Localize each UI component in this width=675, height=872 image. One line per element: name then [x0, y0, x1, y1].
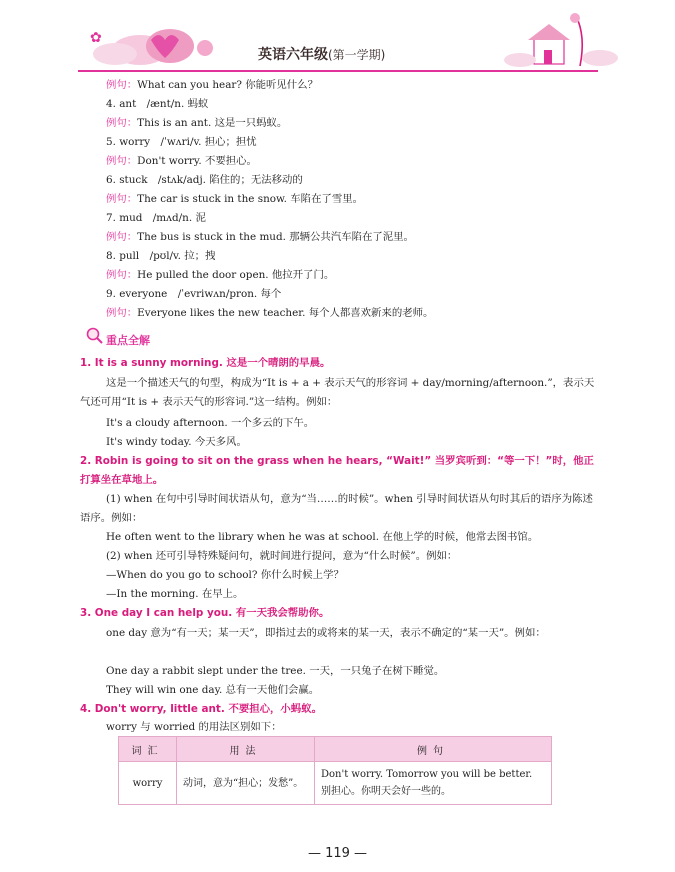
column-header: 词汇 — [119, 737, 177, 762]
list-item: 7. mud /mʌd/n. 泥 — [106, 212, 206, 224]
point-3-example: They will win one day. 总有一天他们会赢。 — [106, 684, 320, 696]
table-cell-usage: 动词，意为“担心；发愁”。 — [177, 762, 315, 805]
magnifier-icon — [86, 327, 104, 345]
section-title: 重点全解 — [106, 334, 150, 347]
table-cell-word: worry — [119, 762, 177, 805]
table-cell-example: Don't worry. Tomorrow you will be better. 别担心。你明天会好一些的。 — [315, 762, 552, 805]
point-3-heading: 3. One day I can help you. 有一天我会帮助你。 — [80, 607, 330, 619]
list-item: 例句：He pulled the door open. 他拉开了门。 — [106, 269, 335, 281]
list-item: 例句：Everyone likes the new teacher. 每个人都喜欢新来的老师。 — [106, 307, 434, 319]
list-item: 例句：Don't worry. 不要担心。 — [106, 155, 257, 167]
list-item: 6. stuck /stʌk/adj. 陷住的；无法移动的 — [106, 174, 303, 186]
point-2-body: (2) when 还可引导特殊疑问句，就时间进行提问，意为“什么时候”。例如： — [106, 550, 458, 562]
table-row — [119, 762, 552, 805]
list-item: 例句：What can you hear? 你能听见什么？ — [106, 79, 318, 91]
column-header: 例句 — [315, 737, 552, 762]
point-2-example: —In the morning. 在早上。 — [106, 588, 244, 600]
point-2-body: (1) when 在句中引导时间状语从句，意为“当……的时候”。when 引导时间状语从句时其后的语序为陈述语序。例如： — [80, 493, 593, 524]
table-header-row — [119, 737, 552, 762]
point-1-heading: 1. It is a sunny morning. 这是一个晴朗的早晨。 — [80, 357, 331, 369]
list-item: 9. everyone /ˈevriwʌn/pron. 每个 — [106, 288, 282, 300]
point-4-body: worry 与 worried 的用法区别如下： — [106, 721, 282, 733]
point-1-example: It's a cloudy afternoon. 一个多云的下午。 — [106, 417, 315, 429]
book-title: 英语六年级(第一学期) — [258, 47, 386, 63]
column-header: 用法 — [177, 737, 315, 762]
point-3-body: one day 意为“有一天；某一天”，即指过去的或将来的某一天，表示不确定的“某一天”。例如： — [106, 627, 546, 639]
list-item: 4. ant /ænt/n. 蚂蚁 — [106, 98, 209, 110]
list-item: 8. pull /pʊl/v. 拉；拽 — [106, 250, 216, 262]
point-2-example: He often went to the library when he was at school. 在他上学的时候，他常去图书馆。 — [106, 531, 539, 543]
list-item: 例句：The car is stuck in the snow. 车陷在了雪里。 — [106, 193, 364, 205]
point-2-heading: 2. Robin is going to sit on the grass when he hears, “Wait!” 当罗宾听到：“等一下！”时，他正打算坐在草地上。 — [80, 455, 594, 486]
point-3-example: One day a rabbit slept under the tree. 一天，一只兔子在树下睡觉。 — [106, 665, 445, 677]
svg-text:✿: ✿ — [90, 30, 102, 46]
list-item: 5. worry /ˈwʌri/v. 担心；担忧 — [106, 136, 257, 148]
point-2-example: —When do you go to school? 你什么时候上学？ — [106, 569, 344, 581]
point-1-example: It's windy today. 今天多风。 — [106, 436, 247, 448]
point-4-heading: 4. Don't worry, little ant. 不要担心，小蚂蚁。 — [80, 703, 322, 715]
header-decoration — [0, 0, 675, 78]
usage-table — [118, 736, 552, 805]
page-header — [0, 0, 675, 78]
list-item: 例句：This is an ant. 这是一只蚂蚁。 — [106, 117, 288, 129]
point-1-body: 这是一个描述天气的句型，构成为“It is + a + 表示天气的形容词 + day/morning/afternoon.”，表示天气还可用“It is + 表示天气的形容词.”这一结构。例如： — [80, 377, 595, 408]
list-item: 例句：The bus is stuck in the mud. 那辆公共汽车陷在了泥里。 — [106, 231, 414, 243]
header-rule — [78, 70, 598, 72]
page-number: — 119 — — [307, 846, 368, 861]
